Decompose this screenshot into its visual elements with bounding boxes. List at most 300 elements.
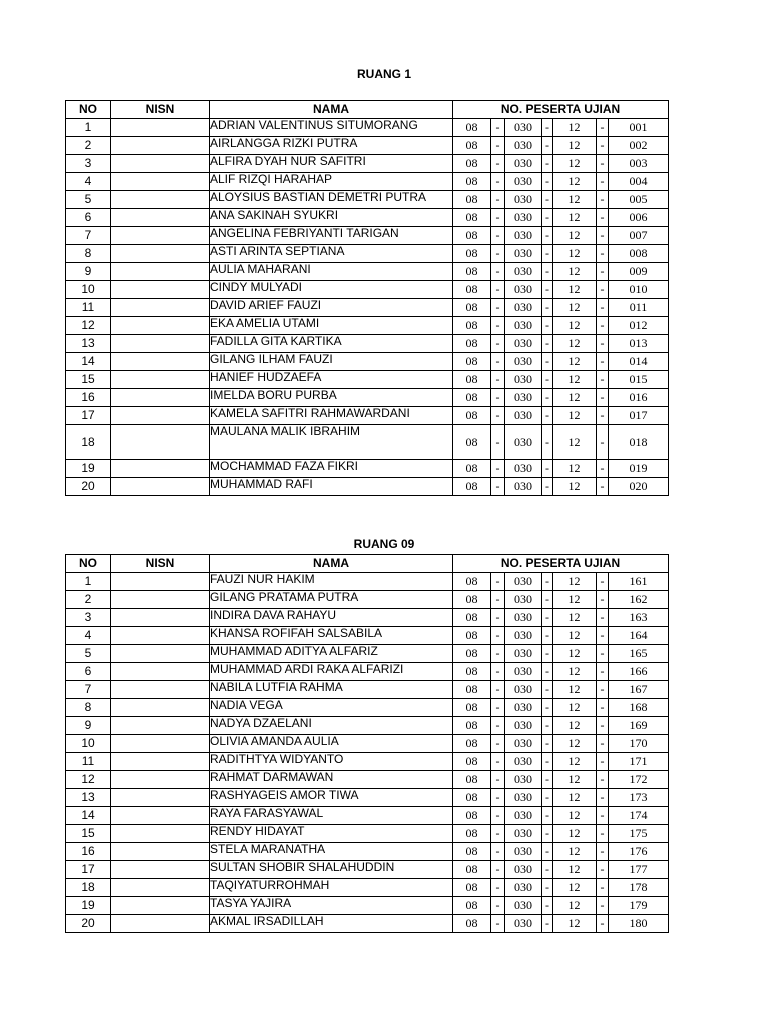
row-nisn	[111, 897, 210, 915]
peserta-part-3: 12	[553, 119, 597, 137]
peserta-part-2: 030	[505, 717, 542, 735]
peserta-part-2: 030	[505, 825, 542, 843]
peserta-part-2: 030	[505, 389, 542, 407]
peserta-part-4: 167	[609, 681, 669, 699]
peserta-part-1: 08	[453, 119, 491, 137]
row-name: TASYA YAJIRA	[210, 897, 453, 915]
peserta-separator: -	[597, 753, 609, 771]
peserta-separator: -	[542, 281, 553, 299]
peserta-part-3: 12	[553, 407, 597, 425]
peserta-part-4: 165	[609, 645, 669, 663]
peserta-separator: -	[597, 717, 609, 735]
row-number: 16	[66, 843, 111, 861]
peserta-separator: -	[491, 789, 505, 807]
header-nisn: NISN	[111, 555, 210, 573]
peserta-part-4: 019	[609, 460, 669, 478]
peserta-separator: -	[597, 209, 609, 227]
row-number: 8	[66, 245, 111, 263]
peserta-separator: -	[542, 861, 553, 879]
peserta-separator: -	[491, 681, 505, 699]
peserta-part-4: 179	[609, 897, 669, 915]
peserta-separator: -	[597, 807, 609, 825]
peserta-separator: -	[597, 263, 609, 281]
peserta-separator: -	[542, 789, 553, 807]
peserta-separator: -	[597, 915, 609, 933]
peserta-part-3: 12	[553, 681, 597, 699]
row-nisn	[111, 699, 210, 717]
peserta-separator: -	[542, 609, 553, 627]
peserta-part-2: 030	[505, 843, 542, 861]
peserta-part-4: 171	[609, 753, 669, 771]
row-nisn	[111, 460, 210, 478]
peserta-separator: -	[542, 478, 553, 496]
row-number: 1	[66, 119, 111, 137]
table-row	[66, 753, 669, 771]
peserta-part-4: 163	[609, 609, 669, 627]
row-name: ANA SAKINAH SYUKRI	[210, 209, 453, 227]
row-number: 17	[66, 407, 111, 425]
peserta-part-1: 08	[453, 573, 491, 591]
peserta-separator: -	[542, 627, 553, 645]
peserta-separator: -	[597, 825, 609, 843]
table-row	[66, 645, 669, 663]
row-name: RASHYAGEIS AMOR TIWA	[210, 789, 453, 807]
peserta-part-4: 012	[609, 317, 669, 335]
header-peserta: NO. PESERTA UJIAN	[453, 555, 669, 573]
row-name: STELA MARANATHA	[210, 843, 453, 861]
row-number: 9	[66, 717, 111, 735]
peserta-separator: -	[491, 173, 505, 191]
row-number: 9	[66, 263, 111, 281]
row-name: ALOYSIUS BASTIAN DEMETRI PUTRA	[210, 191, 453, 209]
peserta-part-3: 12	[553, 843, 597, 861]
row-number: 4	[66, 627, 111, 645]
table-row	[66, 209, 669, 227]
header-nama: NAMA	[210, 555, 453, 573]
peserta-separator: -	[491, 717, 505, 735]
peserta-part-3: 12	[553, 717, 597, 735]
peserta-separator: -	[491, 371, 505, 389]
peserta-separator: -	[597, 843, 609, 861]
row-nisn	[111, 478, 210, 496]
peserta-separator: -	[491, 209, 505, 227]
row-nisn	[111, 155, 210, 173]
peserta-separator: -	[542, 209, 553, 227]
peserta-separator: -	[491, 915, 505, 933]
row-number: 10	[66, 735, 111, 753]
row-name: EKA AMELIA UTAMI	[210, 317, 453, 335]
peserta-part-4: 018	[609, 425, 669, 460]
peserta-separator: -	[597, 299, 609, 317]
row-nisn	[111, 861, 210, 879]
peserta-separator: -	[491, 663, 505, 681]
peserta-separator: -	[542, 317, 553, 335]
peserta-part-2: 030	[505, 645, 542, 663]
peserta-part-4: 168	[609, 699, 669, 717]
row-number: 5	[66, 645, 111, 663]
peserta-separator: -	[542, 573, 553, 591]
row-name: MOCHAMMAD FAZA FIKRI	[210, 460, 453, 478]
peserta-part-1: 08	[453, 173, 491, 191]
peserta-part-4: 016	[609, 389, 669, 407]
row-nisn	[111, 771, 210, 789]
peserta-separator: -	[542, 227, 553, 245]
peserta-separator: -	[597, 699, 609, 717]
peserta-part-4: 017	[609, 407, 669, 425]
row-name: MUHAMMAD ARDI RAKA ALFARIZI	[210, 663, 453, 681]
row-nisn	[111, 317, 210, 335]
peserta-part-2: 030	[505, 227, 542, 245]
table-row	[66, 263, 669, 281]
peserta-part-2: 030	[505, 155, 542, 173]
peserta-part-3: 12	[553, 227, 597, 245]
peserta-separator: -	[597, 460, 609, 478]
row-nisn	[111, 663, 210, 681]
peserta-part-2: 030	[505, 897, 542, 915]
row-name: FAUZI NUR HAKIM	[210, 573, 453, 591]
row-name: SULTAN SHOBIR SHALAHUDDIN	[210, 861, 453, 879]
participant-table	[65, 554, 669, 933]
table-row	[66, 137, 669, 155]
peserta-part-4: 020	[609, 478, 669, 496]
peserta-separator: -	[597, 573, 609, 591]
row-number: 19	[66, 897, 111, 915]
table-row	[66, 681, 669, 699]
row-number: 13	[66, 789, 111, 807]
row-nisn	[111, 843, 210, 861]
peserta-part-4: 002	[609, 137, 669, 155]
peserta-part-1: 08	[453, 789, 491, 807]
peserta-part-4: 174	[609, 807, 669, 825]
peserta-part-2: 030	[505, 353, 542, 371]
row-name: FADILLA GITA KARTIKA	[210, 335, 453, 353]
row-name: ALFIRA DYAH NUR SAFITRI	[210, 155, 453, 173]
peserta-part-1: 08	[453, 699, 491, 717]
peserta-part-4: 015	[609, 371, 669, 389]
peserta-part-1: 08	[453, 771, 491, 789]
table-row	[66, 407, 669, 425]
peserta-separator: -	[542, 807, 553, 825]
peserta-part-2: 030	[505, 478, 542, 496]
table-row	[66, 825, 669, 843]
header-nisn: NISN	[111, 101, 210, 119]
peserta-part-3: 12	[553, 699, 597, 717]
peserta-part-3: 12	[553, 645, 597, 663]
peserta-separator: -	[491, 573, 505, 591]
peserta-part-2: 030	[505, 299, 542, 317]
table-row	[66, 609, 669, 627]
row-number: 11	[66, 299, 111, 317]
row-number: 7	[66, 681, 111, 699]
peserta-part-2: 030	[505, 807, 542, 825]
peserta-part-1: 08	[453, 353, 491, 371]
peserta-separator: -	[597, 137, 609, 155]
peserta-part-3: 12	[553, 591, 597, 609]
peserta-separator: -	[542, 897, 553, 915]
peserta-separator: -	[491, 317, 505, 335]
peserta-part-3: 12	[553, 663, 597, 681]
table-row	[66, 915, 669, 933]
peserta-separator: -	[597, 335, 609, 353]
peserta-part-1: 08	[453, 591, 491, 609]
row-number: 5	[66, 191, 111, 209]
row-nisn	[111, 915, 210, 933]
row-nisn	[111, 807, 210, 825]
row-name: NADYA DZAELANI	[210, 717, 453, 735]
row-name: OLIVIA AMANDA AULIA	[210, 735, 453, 753]
peserta-separator: -	[491, 478, 505, 496]
peserta-part-4: 005	[609, 191, 669, 209]
peserta-part-4: 011	[609, 299, 669, 317]
row-name: AIRLANGGA RIZKI PUTRA	[210, 137, 453, 155]
table-row	[66, 191, 669, 209]
peserta-separator: -	[491, 119, 505, 137]
peserta-part-3: 12	[553, 735, 597, 753]
peserta-separator: -	[597, 861, 609, 879]
peserta-separator: -	[542, 460, 553, 478]
peserta-part-4: 010	[609, 281, 669, 299]
peserta-separator: -	[491, 281, 505, 299]
row-nisn	[111, 389, 210, 407]
peserta-separator: -	[597, 407, 609, 425]
peserta-part-4: 166	[609, 663, 669, 681]
peserta-part-3: 12	[553, 155, 597, 173]
peserta-separator: -	[491, 335, 505, 353]
peserta-part-2: 030	[505, 915, 542, 933]
peserta-separator: -	[542, 191, 553, 209]
table-row	[66, 771, 669, 789]
peserta-part-3: 12	[553, 299, 597, 317]
peserta-separator: -	[542, 299, 553, 317]
table-row	[66, 425, 669, 460]
peserta-part-3: 12	[553, 173, 597, 191]
row-nisn	[111, 425, 210, 460]
peserta-part-2: 030	[505, 281, 542, 299]
row-nisn	[111, 627, 210, 645]
row-number: 11	[66, 753, 111, 771]
table-row	[66, 879, 669, 897]
row-nisn	[111, 717, 210, 735]
peserta-part-3: 12	[553, 353, 597, 371]
row-nisn	[111, 245, 210, 263]
peserta-separator: -	[542, 663, 553, 681]
peserta-part-1: 08	[453, 227, 491, 245]
peserta-part-4: 177	[609, 861, 669, 879]
row-nisn	[111, 879, 210, 897]
peserta-part-4: 161	[609, 573, 669, 591]
peserta-separator: -	[491, 897, 505, 915]
row-nisn	[111, 263, 210, 281]
row-number: 15	[66, 825, 111, 843]
peserta-separator: -	[597, 191, 609, 209]
peserta-part-1: 08	[453, 191, 491, 209]
row-nisn	[111, 371, 210, 389]
row-name: MUHAMMAD RAFI	[210, 478, 453, 496]
row-number: 7	[66, 227, 111, 245]
peserta-part-1: 08	[453, 717, 491, 735]
peserta-separator: -	[597, 627, 609, 645]
peserta-separator: -	[491, 299, 505, 317]
row-nisn	[111, 281, 210, 299]
header-no: NO	[66, 555, 111, 573]
peserta-part-3: 12	[553, 191, 597, 209]
row-number: 16	[66, 389, 111, 407]
peserta-separator: -	[491, 753, 505, 771]
table-row	[66, 717, 669, 735]
row-name: HANIEF HUDZAEFA	[210, 371, 453, 389]
row-name: MAULANA MALIK IBRAHIM	[210, 425, 453, 460]
peserta-separator: -	[597, 227, 609, 245]
row-number: 2	[66, 137, 111, 155]
room-title: RUANG 09	[353, 537, 415, 551]
peserta-part-3: 12	[553, 861, 597, 879]
peserta-separator: -	[542, 245, 553, 263]
peserta-part-1: 08	[453, 245, 491, 263]
peserta-part-2: 030	[505, 119, 542, 137]
row-name: ADRIAN VALENTINUS SITUMORANG	[210, 119, 453, 137]
row-name: GILANG PRATAMA PUTRA	[210, 591, 453, 609]
peserta-part-2: 030	[505, 407, 542, 425]
table-row	[66, 735, 669, 753]
peserta-separator: -	[542, 137, 553, 155]
header-nama: NAMA	[210, 101, 453, 119]
row-nisn	[111, 353, 210, 371]
peserta-separator: -	[491, 609, 505, 627]
peserta-part-2: 030	[505, 771, 542, 789]
peserta-separator: -	[597, 735, 609, 753]
table-row	[66, 897, 669, 915]
peserta-separator: -	[597, 245, 609, 263]
peserta-part-1: 08	[453, 209, 491, 227]
row-number: 12	[66, 771, 111, 789]
table-body	[66, 573, 669, 933]
peserta-separator: -	[542, 425, 553, 460]
row-number: 2	[66, 591, 111, 609]
peserta-part-1: 08	[453, 371, 491, 389]
peserta-separator: -	[597, 353, 609, 371]
peserta-part-4: 175	[609, 825, 669, 843]
peserta-separator: -	[491, 425, 505, 460]
row-nisn	[111, 209, 210, 227]
row-number: 6	[66, 663, 111, 681]
peserta-part-1: 08	[453, 735, 491, 753]
row-number: 14	[66, 353, 111, 371]
row-nisn	[111, 191, 210, 209]
peserta-separator: -	[491, 591, 505, 609]
peserta-separator: -	[597, 681, 609, 699]
peserta-separator: -	[542, 389, 553, 407]
peserta-part-2: 030	[505, 861, 542, 879]
peserta-part-2: 030	[505, 663, 542, 681]
peserta-part-1: 08	[453, 843, 491, 861]
row-name: MUHAMMAD ADITYA ALFARIZ	[210, 645, 453, 663]
peserta-separator: -	[491, 389, 505, 407]
peserta-part-4: 180	[609, 915, 669, 933]
peserta-part-2: 030	[505, 789, 542, 807]
row-nisn	[111, 173, 210, 191]
peserta-part-1: 08	[453, 681, 491, 699]
row-nisn	[111, 573, 210, 591]
peserta-part-1: 08	[453, 627, 491, 645]
peserta-part-3: 12	[553, 807, 597, 825]
table-row	[66, 371, 669, 389]
table-row	[66, 861, 669, 879]
peserta-separator: -	[597, 371, 609, 389]
peserta-part-3: 12	[553, 209, 597, 227]
peserta-part-1: 08	[453, 425, 491, 460]
peserta-separator: -	[542, 681, 553, 699]
row-nisn	[111, 119, 210, 137]
peserta-separator: -	[542, 353, 553, 371]
peserta-separator: -	[491, 699, 505, 717]
peserta-part-1: 08	[453, 155, 491, 173]
row-nisn	[111, 753, 210, 771]
table-row	[66, 789, 669, 807]
peserta-part-1: 08	[453, 897, 491, 915]
peserta-part-4: 008	[609, 245, 669, 263]
peserta-separator: -	[491, 771, 505, 789]
table-row	[66, 843, 669, 861]
peserta-part-3: 12	[553, 825, 597, 843]
table-row	[66, 573, 669, 591]
row-name: TAQIYATURROHMAH	[210, 879, 453, 897]
peserta-separator: -	[597, 281, 609, 299]
peserta-separator: -	[491, 227, 505, 245]
peserta-part-1: 08	[453, 407, 491, 425]
peserta-part-4: 164	[609, 627, 669, 645]
peserta-separator: -	[491, 460, 505, 478]
peserta-part-3: 12	[553, 281, 597, 299]
table-row	[66, 478, 669, 496]
row-nisn	[111, 609, 210, 627]
peserta-part-2: 030	[505, 245, 542, 263]
peserta-separator: -	[597, 645, 609, 663]
peserta-separator: -	[542, 771, 553, 789]
row-number: 3	[66, 609, 111, 627]
row-number: 20	[66, 915, 111, 933]
peserta-part-2: 030	[505, 317, 542, 335]
peserta-part-3: 12	[553, 371, 597, 389]
peserta-part-3: 12	[553, 573, 597, 591]
peserta-part-2: 030	[505, 879, 542, 897]
peserta-separator: -	[542, 371, 553, 389]
peserta-part-4: 004	[609, 173, 669, 191]
row-number: 13	[66, 335, 111, 353]
peserta-part-3: 12	[553, 771, 597, 789]
row-number: 3	[66, 155, 111, 173]
peserta-separator: -	[491, 843, 505, 861]
peserta-separator: -	[491, 825, 505, 843]
peserta-separator: -	[542, 155, 553, 173]
peserta-separator: -	[597, 155, 609, 173]
peserta-part-1: 08	[453, 879, 491, 897]
table-row	[66, 317, 669, 335]
peserta-separator: -	[542, 591, 553, 609]
peserta-part-1: 08	[453, 137, 491, 155]
table-row	[66, 335, 669, 353]
peserta-part-4: 014	[609, 353, 669, 371]
peserta-separator: -	[491, 407, 505, 425]
peserta-separator: -	[597, 389, 609, 407]
peserta-part-3: 12	[553, 263, 597, 281]
peserta-part-4: 001	[609, 119, 669, 137]
peserta-part-2: 030	[505, 591, 542, 609]
table-row	[66, 591, 669, 609]
peserta-separator: -	[597, 425, 609, 460]
peserta-part-3: 12	[553, 245, 597, 263]
table-row	[66, 389, 669, 407]
peserta-separator: -	[542, 263, 553, 281]
